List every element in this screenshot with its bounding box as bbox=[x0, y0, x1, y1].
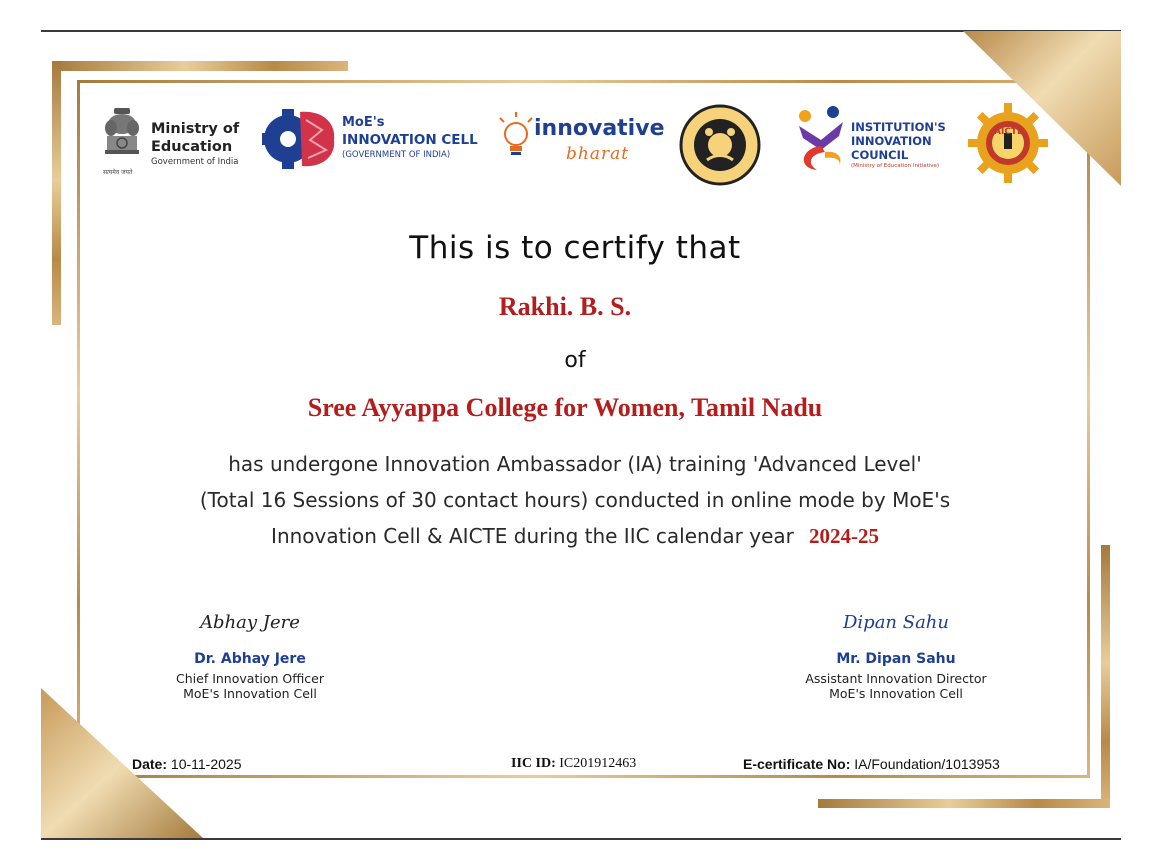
recipient-name: Rakhi. B. S. bbox=[498, 292, 632, 321]
bharat-text: bharat bbox=[566, 144, 630, 164]
ministry-of-education-logo bbox=[101, 106, 246, 178]
iic-line2: INNOVATION bbox=[851, 134, 932, 148]
moe-line1: Ministry of bbox=[151, 121, 240, 137]
right-signatory-role1: Assistant Innovation Director bbox=[805, 671, 987, 686]
frame-inner-bottom bbox=[77, 775, 1090, 778]
frame-top-left-bar bbox=[52, 61, 348, 71]
frame-inner-left bbox=[77, 80, 80, 777]
innovation-cell-line2: INNOVATION CELL bbox=[342, 132, 478, 148]
aicte-label: AICTE bbox=[994, 127, 1024, 137]
bulb-icon bbox=[496, 112, 536, 164]
innovation-cell-line1: MoE's bbox=[342, 115, 385, 130]
body-line-3: Innovation Cell & AICTE during the IIC calendar year bbox=[271, 524, 794, 548]
calendar-year: 2024-25 bbox=[808, 524, 879, 548]
iic-id-value: IC201912463 bbox=[559, 756, 637, 771]
frame-bottom-right-bar bbox=[818, 799, 1110, 808]
date-field bbox=[132, 756, 241, 772]
innovative-text: innovative bbox=[534, 116, 665, 141]
e-certificate-label: E-certificate No: bbox=[743, 756, 851, 772]
iic-id-label: IIC ID: bbox=[511, 756, 556, 771]
ambassador-seal-icon bbox=[679, 104, 761, 186]
iic-line3: COUNCIL bbox=[851, 148, 909, 162]
left-signatory-role1: Chief Innovation Officer bbox=[176, 671, 324, 686]
left-signature: Abhay Jere bbox=[200, 612, 300, 633]
right-signatory bbox=[786, 605, 1006, 701]
e-certificate-field bbox=[743, 756, 1000, 772]
iic-figure-icon bbox=[791, 106, 847, 174]
right-signature: Dipan Sahu bbox=[842, 612, 949, 633]
innovation-ambassador-seal bbox=[679, 104, 761, 186]
left-signatory-name: Dr. Abhay Jere bbox=[194, 651, 306, 667]
body-line-3-row bbox=[0, 524, 1150, 549]
innovation-cell-line3: (GOVERNMENT OF INDIA) bbox=[342, 150, 451, 160]
institution-name: Sree Ayyappa College for Women, Tamil Nadu bbox=[307, 393, 823, 422]
body-line-1: has undergone Innovation Ambassador (IA) training 'Advanced Level' bbox=[228, 452, 922, 476]
right-signatory-name: Mr. Dipan Sahu bbox=[836, 651, 956, 667]
iic-logo bbox=[791, 106, 951, 176]
iic-line4: (Ministry of Education Initiative) bbox=[851, 163, 940, 169]
bottom-rule bbox=[41, 838, 1121, 840]
emblem-motto: सत्यमेव जयते bbox=[103, 169, 133, 176]
left-signatory bbox=[140, 605, 360, 701]
frame-left-bar bbox=[52, 61, 61, 325]
right-signatory-role2: MoE's Innovation Cell bbox=[829, 686, 963, 701]
moe-line3: Government of India bbox=[151, 157, 239, 167]
moe-line2: Education bbox=[151, 139, 233, 155]
iic-line1: INSTITUTION'S bbox=[851, 120, 946, 134]
left-signatory-role2: MoE's Innovation Cell bbox=[183, 686, 317, 701]
national-emblem-icon bbox=[101, 106, 143, 168]
body-line-2: (Total 16 Sessions of 30 contact hours) conducted in online mode by MoE's bbox=[199, 488, 951, 512]
certificate-heading: This is to certify that bbox=[409, 230, 741, 266]
aicte-logo bbox=[968, 103, 1048, 183]
of-label: of bbox=[564, 348, 586, 373]
date-label: Date: bbox=[132, 756, 168, 772]
moe-innovation-cell-logo bbox=[262, 106, 477, 176]
frame-inner-top bbox=[77, 80, 1090, 83]
iic-id-field bbox=[511, 756, 636, 772]
frame-right-bar bbox=[1101, 545, 1110, 807]
aicte-gear-icon bbox=[968, 103, 1048, 183]
innovative-bharat-logo bbox=[496, 108, 665, 168]
brain-gear-icon bbox=[262, 106, 338, 172]
date-value: 10-11-2025 bbox=[170, 756, 242, 772]
e-certificate-value: IA/Foundation/1013953 bbox=[854, 756, 1000, 772]
